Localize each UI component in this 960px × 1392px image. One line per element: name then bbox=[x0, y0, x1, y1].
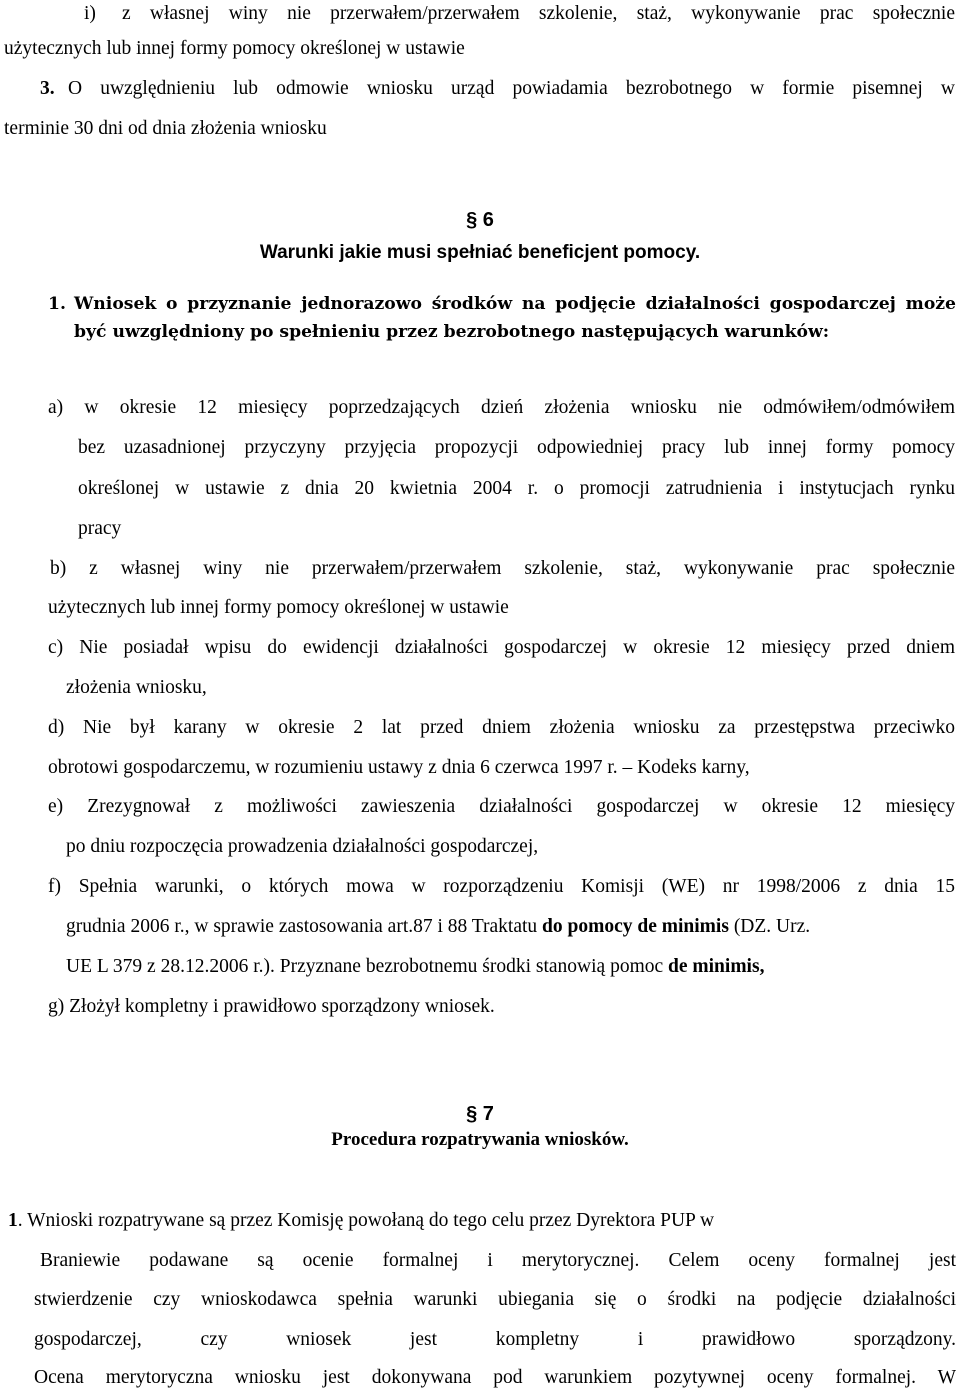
section-6-intro-line1: Wniosek o przyznanie jednorazowo środków na podjęcie działalności gospodarczej może bbox=[74, 294, 956, 314]
item-i-marker: i) bbox=[84, 3, 96, 24]
item-i-line2: użytecznych lub innej formy pomocy określonej w ustawie bbox=[4, 38, 465, 59]
section-7-p1-line1: 1. Wnioski rozpatrywane są przez Komisję powołaną do tego celu przez Dyrektora PUP w bbox=[8, 1210, 715, 1231]
section-symbol: § bbox=[466, 1103, 478, 1125]
condition-b-line1: b) z własnej winy nie przerwałem/przerwałem szkolenie, staż, wykonywanie prac społecznie bbox=[50, 558, 955, 579]
section-symbol: § bbox=[466, 209, 478, 231]
condition-f-line2: grudnia 2006 r., w sprawie zastosowania art.87 i 88 Traktatu do pomocy de minimis (DZ. Urz. bbox=[66, 916, 811, 937]
section-number: 6 bbox=[482, 209, 494, 231]
condition-c-line1: c) Nie posiadał wpisu do ewidencji działalności gospodarczej w okresie 12 miesięcy przed dniem bbox=[48, 637, 955, 658]
section-6-title: Warunki jakie musi spełniać beneficjent pomocy. bbox=[259, 242, 701, 263]
section-7-p1-line2: Braniewie podawane są ocenie formalnej i merytorycznej. Celem oceny formalnej jest bbox=[40, 1250, 956, 1271]
item-i-line1: z własnej winy nie przerwałem/przerwałem szkolenie, staż, wykonywanie prac społecznie bbox=[122, 3, 955, 24]
section-6-intro-line2: być uwzględniony po spełnieniu przez bezrobotnego następujących warunków: bbox=[74, 322, 830, 342]
section-7-p1-line5: Ocena merytoryczna wniosku jest dokonywana pod warunkiem pozytywnej oceny formalnej. W bbox=[34, 1367, 956, 1388]
item-3-number: 3. bbox=[40, 78, 55, 99]
condition-f-line1: f) Spełnia warunki, o których mowa w rozporządzeniu Komisji (WE) nr 1998/2006 z dnia 15 bbox=[48, 876, 955, 897]
condition-b-line2: użytecznych lub innej formy pomocy określonej w ustawie bbox=[48, 597, 509, 618]
item-3-line2: terminie 30 dni od dnia złożenia wniosku bbox=[4, 118, 327, 139]
item-3-line1: O uwzględnieniu lub odmowie wniosku urząd powiadamia bezrobotnego w formie pisemnej w bbox=[68, 78, 955, 99]
section-7-title: Procedura rozpatrywania wniosków. bbox=[331, 1129, 629, 1150]
condition-f-line3: UE L 379 z 28.12.2006 r.). Przyznane bezrobotnemu środki stanowią pomoc de minimis, bbox=[66, 956, 765, 977]
condition-a-line4: pracy bbox=[78, 518, 122, 539]
section-7-p1-line3: stwierdzenie czy wnioskodawca spełnia warunki ubiegania się o środki na podjęcie działalności bbox=[34, 1289, 956, 1310]
section-7-p1-line4: gospodarczej, czy wniosek jest kompletny i prawidłowo sporządzony. bbox=[34, 1329, 956, 1350]
condition-d-line1: d) Nie był karany w okresie 2 lat przed dniem złożenia wniosku za przestępstwa przeciwko bbox=[48, 717, 955, 738]
condition-e-line2: po dniu rozpoczęcia prowadzenia działalności gospodarczej, bbox=[66, 836, 539, 857]
condition-d-line2: obrotowi gospodarczemu, w rozumieniu ustawy z dnia 6 czerwca 1997 r. – Kodeks karny, bbox=[48, 757, 750, 778]
section-7-heading bbox=[0, 1102, 960, 1126]
condition-g-line1: g) Złożył kompletny i prawidłowo sporządzony wniosek. bbox=[48, 996, 495, 1017]
condition-a-line2: bez uzasadnionej przyczyny przyjęcia propozycji odpowiedniej pracy lub innej formy pomocy bbox=[78, 437, 955, 458]
condition-e-line1: e) Zrezygnował z możliwości zawieszenia działalności gospodarczej w okresie 12 miesięcy bbox=[48, 796, 955, 817]
section-6-heading bbox=[0, 208, 960, 232]
condition-a-line3: określonej w ustawie z dnia 20 kwietnia 2004 r. o promocji zatrudnienia i instytucjach rynku bbox=[78, 478, 955, 499]
section-6-intro-number: 1. bbox=[48, 294, 66, 314]
condition-c-line2: złożenia wniosku, bbox=[66, 677, 207, 698]
section-number: 7 bbox=[482, 1103, 494, 1125]
condition-a-line1: a) w okresie 12 miesięcy poprzedzających dzień złożenia wniosku nie odmówiłem/odmówiłem bbox=[48, 397, 955, 418]
